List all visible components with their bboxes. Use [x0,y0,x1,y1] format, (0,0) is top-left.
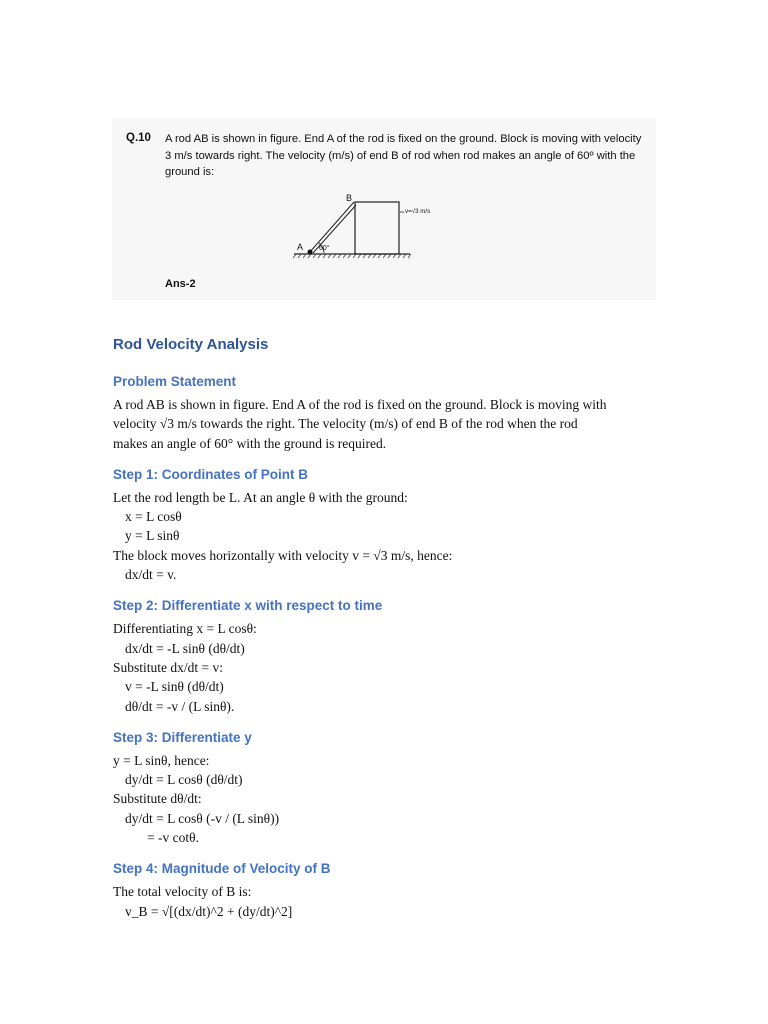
step3-heading: Step 3: Differentiate y [113,729,252,745]
step1-line: y = L sinθ [125,528,180,544]
step2-line: v = -L sinθ (dθ/dt) [125,679,224,695]
step1-line: The block moves horizontally with velocity v = √3 m/s, hence: [113,547,453,563]
block [355,202,399,254]
question-number: Q.10 [126,132,151,144]
pivot-a [308,250,313,255]
question-text: A rod AB is shown in figure. End A of the rod is fixed on the ground. Block is moving with velocity 3 m/s towards right. The velocity (m/s) of end B of rod when rod makes an angle of 60º with the ground is: [165,133,642,178]
problem-heading: Problem Statement [113,374,237,389]
step4-line: v_B = √[(dx/dt)^2 + (dy/dt)^2] [125,903,293,919]
step4-heading: Step 4: Magnitude of Velocity of B [113,861,331,877]
problem-line: A rod AB is shown in figure. End A of the rod is fixed on the ground. Block is moving with [113,397,607,412]
step2-line: dθ/dt = -v / (L sinθ). [125,698,235,714]
rod-block-figure [292,192,431,264]
step1-line: dx/dt = v. [125,567,177,583]
step3-line: y = L sinθ, hence: [113,752,210,768]
question-image [112,118,656,300]
label-a: A [297,242,304,252]
velocity-label: v=√3 m/s [405,208,431,215]
step4-line: The total velocity of B is: [113,884,252,900]
step1-line: x = L cosθ [125,509,182,525]
step2-line: dx/dt = -L sinθ (dθ/dt) [125,640,245,656]
problem-line: makes an angle of 60° with the ground is required. [113,435,387,451]
angle-label: 60° [319,245,330,252]
solution-document [113,334,658,921]
step1-heading: Step 1: Coordinates of Point B [113,466,309,482]
ground-hatching [293,254,411,258]
step1-line: Let the rod length be L. At an angle θ with the ground: [113,489,408,505]
step3-line: dy/dt = L cosθ (-v / (L sinθ)) [125,810,280,826]
step2-line: Substitute dx/dt = v: [113,659,223,675]
step3-line: Substitute dθ/dt: [113,791,202,807]
answer-label: Ans-2 [165,278,196,290]
step3-line: dy/dt = L cosθ (dθ/dt) [125,772,243,788]
label-b: B [346,193,353,203]
rod-ab [309,202,356,253]
step2-heading: Step 2: Differentiate x with respect to time [113,598,383,614]
problem-line: velocity √3 m/s towards the right. The velocity (m/s) of end B of the rod when the rod [113,416,578,432]
step3-line: = -v cotθ. [147,830,199,846]
step2-line: Differentiating x = L cosθ: [113,621,257,637]
doc-title: Rod Velocity Analysis [113,336,269,353]
